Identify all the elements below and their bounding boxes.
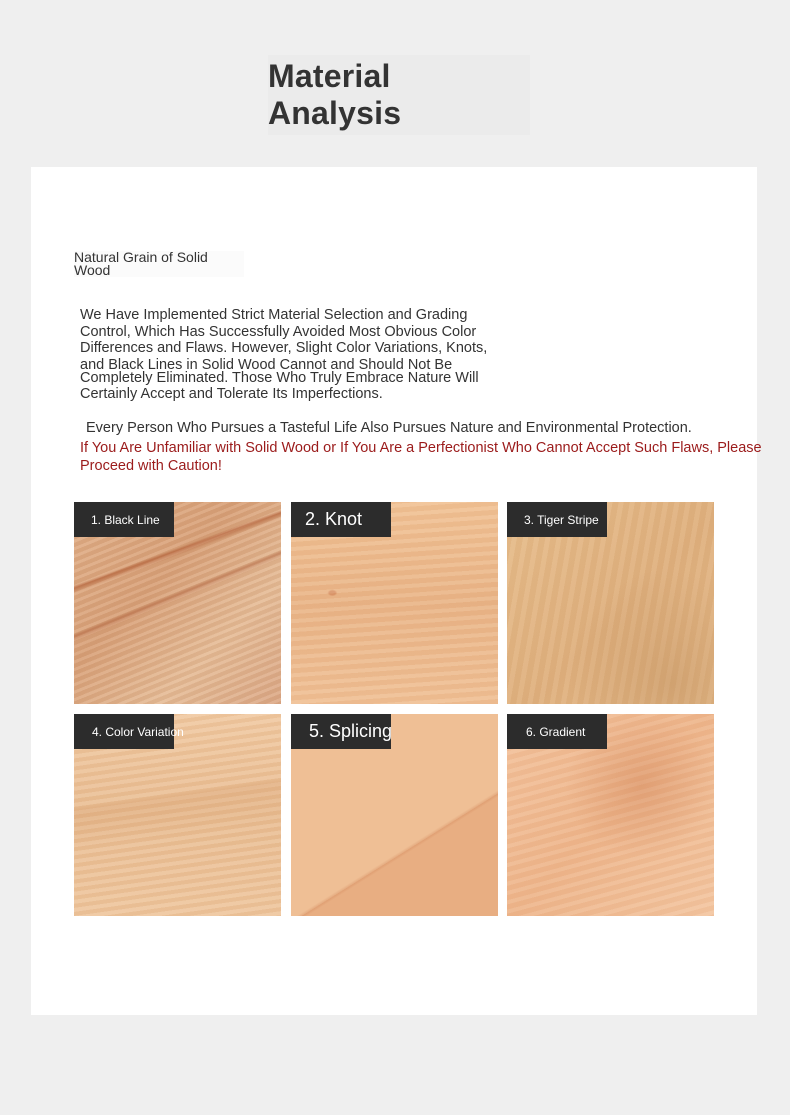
- environment-statement: Every Person Who Pursues a Tasteful Life Also Pursues Nature and Environmental Protection.: [86, 420, 692, 436]
- sample-label: 2. Knot: [291, 502, 391, 537]
- caution-warning: If You Are Unfamiliar with Solid Wood or If You Are a Perfectionist Who Cannot Accept Such Flaws, Please Proceed with Caution!: [80, 440, 762, 474]
- sample-black-line: [74, 502, 281, 704]
- paragraph-line: and Black Lines in Solid Wood Cannot and Should Not Be: [80, 356, 453, 370]
- sample-label: 1. Black Line: [74, 502, 174, 537]
- sample-label: 3. Tiger Stripe: [507, 502, 607, 537]
- sample-label: 6. Gradient: [507, 714, 607, 749]
- paragraph-line: Control, Which Has Successfully Avoided Most Obvious Color: [80, 323, 477, 340]
- sample-knot: [291, 502, 498, 704]
- paragraph-line: Completely Eliminated. Those Who Truly Embrace Nature Will: [80, 369, 479, 386]
- sample-color-variation: [74, 714, 281, 916]
- sample-splicing: [291, 714, 498, 916]
- content-card: [31, 167, 762, 1015]
- paragraph-line: We Have Implemented Strict Material Selection and Grading: [80, 307, 468, 323]
- page-title: Material Analysis: [268, 58, 402, 131]
- sample-label: 4. Color Variation: [74, 714, 174, 749]
- paragraph-line: Differences and Flaws. However, Slight Color Variations, Knots,: [80, 340, 488, 356]
- section-subheading: Natural Grain of Solid Wood: [74, 251, 244, 277]
- title-banner: [268, 55, 530, 135]
- sample-label: 5. Splicing: [291, 714, 391, 749]
- paragraph-line: Certainly Accept and Tolerate Its Imperfections.: [80, 386, 383, 402]
- sample-gradient: [507, 714, 714, 916]
- sample-tiger-stripe: [507, 502, 714, 704]
- description-paragraph: [80, 307, 520, 403]
